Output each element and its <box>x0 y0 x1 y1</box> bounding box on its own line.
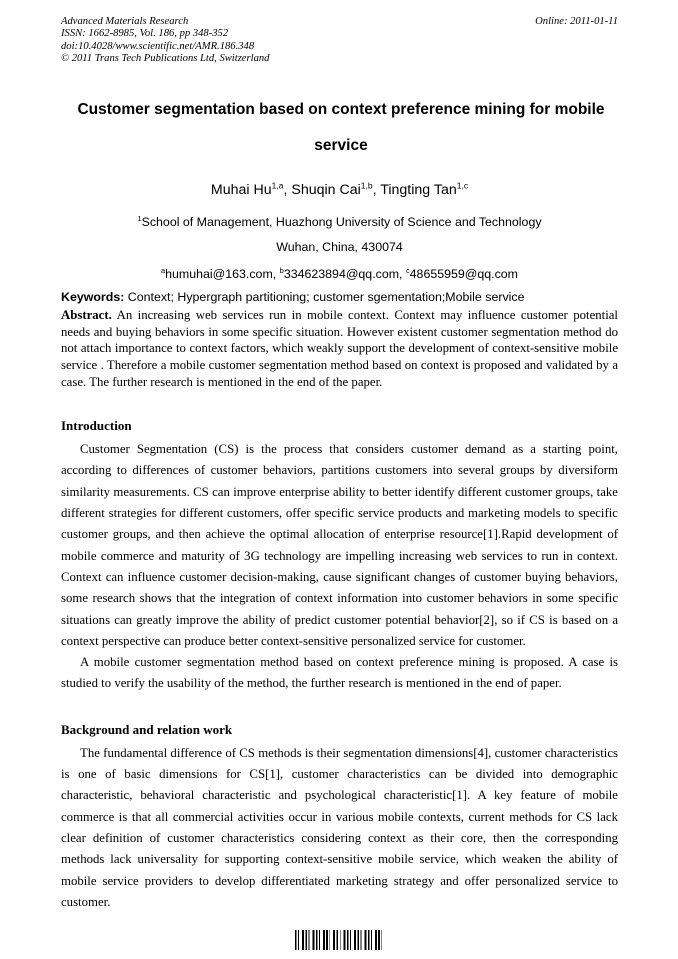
section-heading-introduction: Introduction <box>61 418 132 434</box>
author-superscript: 1,a <box>271 179 284 190</box>
keywords-text: Context; Hypergraph partitioning; customer sgementation;Mobile service <box>124 289 525 304</box>
online-date: Online: 2011-01-11 <box>535 16 618 27</box>
authors-line <box>61 179 618 198</box>
email-address: 48655959@qq.com <box>409 266 518 281</box>
affiliation-superscript: 1 <box>137 213 142 223</box>
intro-paragraph-1: Customer Segmentation (CS) is the process that considers customer demand as a starting point, according to differences of customer behaviors, partitions customers into several groups by diversiform similarity measurements. CS can improve enterprise ability to better identify different customer groups, take different strategies for different customers, offer specific service products and marketing models to specific customer groups, and then achieve the optimal allocation of enterprise resource[1].Rapid development of mobile commerce and maturity of 3G technology are impelling increasing web services to run in context. Context can influence customer decision-making, cause significant changes of customer buying behaviors, some research shows that the integration of context information into customer behaviors in some specific situations can greatly improve the ability of predict customer potential behavior[2], so if CS is based on a context perspective can produce better context-sensitive personalized service for customer. <box>61 442 618 648</box>
journal-header <box>61 16 618 66</box>
email-superscript: a <box>161 265 166 275</box>
section-heading-background: Background and relation work <box>61 721 233 737</box>
abstract-label: Abstract. <box>61 307 112 322</box>
doi-line: doi:10.4028/www.scientific.net/AMR.186.348 <box>61 40 255 52</box>
background-paragraph-1: The fundamental difference of CS methods is their segmentation dimensions[4], customer characteristics is one of basic dimensions for CS[1], customer characteristics can be divided into demographic characteristic, behavioral characteristic and psychological characteristic[1]. A key feature of mobile commerce is that all commercial activities occur in various mobile contexts, current methods for CS lack clear definition of customer characteristics considering context as their core, then the corresponding methods lack universality for supporting context-sensitive mobile service, which weaken the ability of mobile service providers to develop differentiated marketing strategy and offer personalized service to customer. <box>61 745 618 909</box>
author-name: , Tingting Tan <box>372 181 457 198</box>
keywords-line <box>61 290 618 304</box>
author-name: , Shuqin Cai <box>283 181 361 198</box>
affiliation-text: School of Management, Huazhong University of Science and Technology <box>141 214 542 229</box>
paper-title: Customer segmentation based on context preference mining for mobile service <box>77 100 605 154</box>
journal-name: Advanced Materials Research <box>61 16 189 27</box>
affiliation-line <box>61 215 618 229</box>
issn-line: ISSN: 1662-8985, Vol. 186, pp 348-352 <box>61 28 229 40</box>
email-superscript: c <box>405 265 410 275</box>
affiliation-city: Wuhan, China, 430074 <box>276 239 403 254</box>
author-superscript: 1,b <box>360 179 373 190</box>
author-superscript: 1,c <box>456 179 469 190</box>
email-address: humuhai@163.com, <box>165 266 280 281</box>
copyright-line: © 2011 Trans Tech Publications Ltd, Switzerland <box>61 53 270 65</box>
email-address: 334623894@qq.com, <box>283 266 406 281</box>
journal-header-left <box>61 16 269 66</box>
abstract-text: An increasing web services run in mobile context. Context may influence customer potential needs and buying behaviors in some specific situation. However existent customer segmentation method do not attach importance to context factors, which weakly support the development of context-sensitive mobile service . Therefore a mobile customer segmentation method based on context is proposed and validated by a case. The further research is mentioned in the end of the paper. <box>61 307 618 390</box>
emails-line <box>61 267 618 281</box>
abstract-paragraph <box>61 307 618 392</box>
email-superscript: b <box>279 265 284 275</box>
author-name: Muhai Hu <box>210 181 272 198</box>
barcode <box>295 930 383 950</box>
keywords-label: Keywords: <box>61 289 125 304</box>
intro-paragraph-2: A mobile customer segmentation method based on context preference mining is proposed. A case is studied to verify the usability of the method, the further research is mentioned in the end of paper. <box>61 655 618 691</box>
